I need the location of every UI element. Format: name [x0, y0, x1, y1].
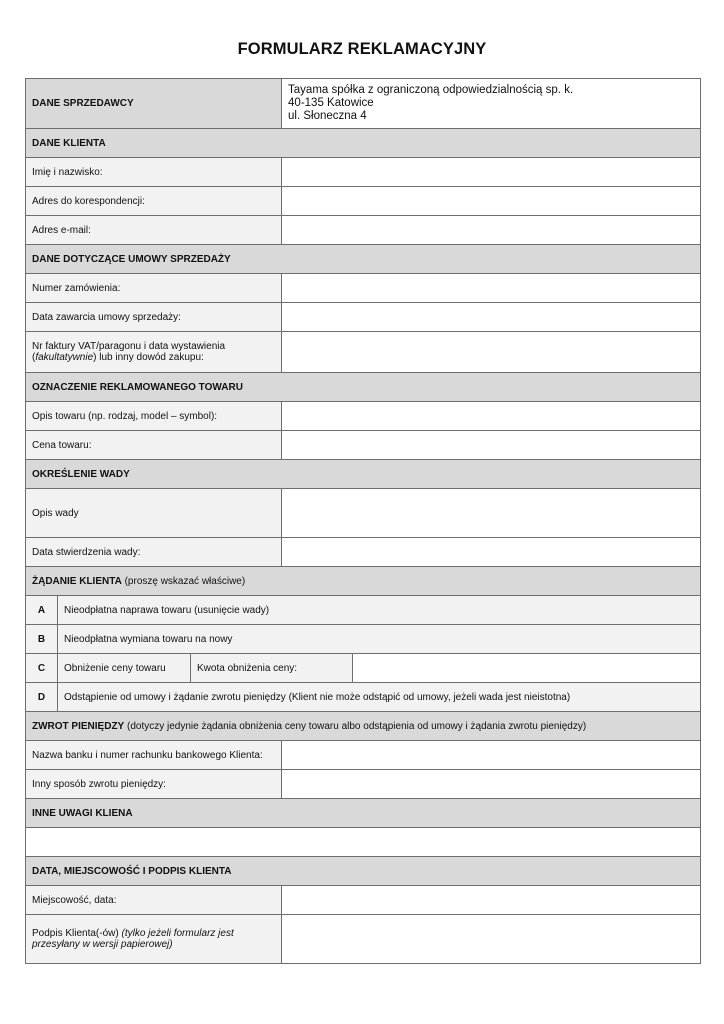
section-product-header: OZNACZENIE REKLAMOWANEGO TOWARU — [26, 373, 701, 402]
invoice-label-line2: (fakultatywnie) lub inny dowód zakupu: — [32, 352, 204, 363]
complaint-form-table — [25, 78, 701, 964]
order-number-label: Numer zamówienia: — [26, 274, 282, 303]
signature-paper-note: (tylko jeżeli formularz jest przesyłany w wersji papierowej) — [32, 928, 234, 950]
invoice-optional-note: fakultatywnie — [35, 352, 94, 363]
option-text: Nieodpłatna naprawa towaru (usunięcie wady) — [58, 596, 701, 625]
option-letter[interactable]: A — [26, 596, 58, 625]
place-date-field[interactable] — [282, 886, 701, 915]
contract-date-label: Data zawarcia umowy sprzedaży: — [26, 303, 282, 332]
invoice-label — [26, 332, 282, 373]
contract-date-field[interactable] — [282, 303, 701, 332]
invoice-field[interactable] — [282, 332, 701, 373]
seller-address — [282, 79, 701, 129]
section-demand-header: ŻĄDANIE KLIENTA (proszę wskazać właściwe) — [26, 567, 701, 596]
option-text: Nieodpłatna wymiana towaru na nowy — [58, 625, 701, 654]
other-refund-label: Inny sposób zwrotu pieniędzy: — [26, 770, 282, 799]
form-title: FORMULARZ REKLAMACYJNY — [237, 40, 487, 58]
refund-note: (dotyczy jedynie żądania obniżenia ceny towaru albo odstąpienia od umowy i żądania zwrotu pieniędzy) — [124, 720, 587, 732]
option-text: Obniżenie ceny towaru — [58, 654, 191, 683]
demand-note: (proszę wskazać właściwe) — [121, 575, 246, 587]
section-refund-header: ZWROT PIENIĘDZY (dotyczy jedynie żądania obniżenia ceny towaru albo odstąpienia od umowy i żądania zwrotu pieniędzy) — [26, 712, 701, 741]
defect-description-field[interactable] — [282, 489, 701, 538]
client-email-label: Adres e-mail: — [26, 216, 282, 245]
invoice-label-line1: Nr faktury VAT/paragonu i data wystawienia — [32, 341, 226, 352]
bank-account-label: Nazwa banku i numer rachunku bankowego Klienta: — [26, 741, 282, 770]
option-letter[interactable]: B — [26, 625, 58, 654]
bank-account-field[interactable] — [282, 741, 701, 770]
defect-date-field[interactable] — [282, 538, 701, 567]
demand-option-row[interactable] — [26, 683, 701, 712]
signature-label: Podpis Klienta(-ów) (tylko jeżeli formularz jest przesyłany w wersji papierowej) — [26, 915, 282, 964]
section-defect-header: OKREŚLENIE WADY — [26, 460, 701, 489]
client-email-field[interactable] — [282, 216, 701, 245]
client-name-label: Imię i nazwisko: — [26, 158, 282, 187]
option-letter[interactable]: C — [26, 654, 58, 683]
product-description-label: Opis towaru (np. rodzaj, model – symbol): — [26, 402, 282, 431]
client-name-field[interactable] — [282, 158, 701, 187]
product-price-label: Cena towaru: — [26, 431, 282, 460]
place-date-label: Miejscowość, data: — [26, 886, 282, 915]
order-number-field[interactable] — [282, 274, 701, 303]
section-notes-header: INNE UWAGI KLIENA — [26, 799, 701, 828]
seller-label: DANE SPRZEDAWCY — [26, 79, 282, 129]
option-text: Odstąpienie od umowy i żądanie zwrotu pieniędzy (Klient nie może odstąpić od umowy, jeżeli wada jest nieistotna) — [58, 683, 701, 712]
seller-street: ul. Słoneczna 4 — [288, 110, 367, 122]
product-price-field[interactable] — [282, 431, 701, 460]
price-reduction-label: Kwota obniżenia ceny: — [191, 654, 353, 683]
demand-option-row[interactable] — [26, 596, 701, 625]
demand-option-row[interactable] — [26, 654, 701, 683]
section-contract-header: DANE DOTYCZĄCE UMOWY SPRZEDAŻY — [26, 245, 701, 274]
seller-name: Tayama spółka z ograniczoną odpowiedzialnością sp. k. — [288, 84, 574, 96]
defect-date-label: Data stwierdzenia wady: — [26, 538, 282, 567]
section-client-header: DANE KLIENTA — [26, 129, 701, 158]
signature-field[interactable] — [282, 915, 701, 964]
product-description-field[interactable] — [282, 402, 701, 431]
section-signature-header: DATA, MIEJSCOWOŚĆ I PODPIS KLIENTA — [26, 857, 701, 886]
notes-field[interactable] — [26, 828, 701, 857]
price-reduction-field[interactable] — [353, 654, 701, 683]
client-address-label: Adres do korespondencji: — [26, 187, 282, 216]
client-address-field[interactable] — [282, 187, 701, 216]
other-refund-field[interactable] — [282, 770, 701, 799]
option-letter[interactable]: D — [26, 683, 58, 712]
demand-option-row[interactable] — [26, 625, 701, 654]
seller-city: 40-135 Katowice — [288, 97, 374, 109]
defect-description-label: Opis wady — [26, 489, 282, 538]
